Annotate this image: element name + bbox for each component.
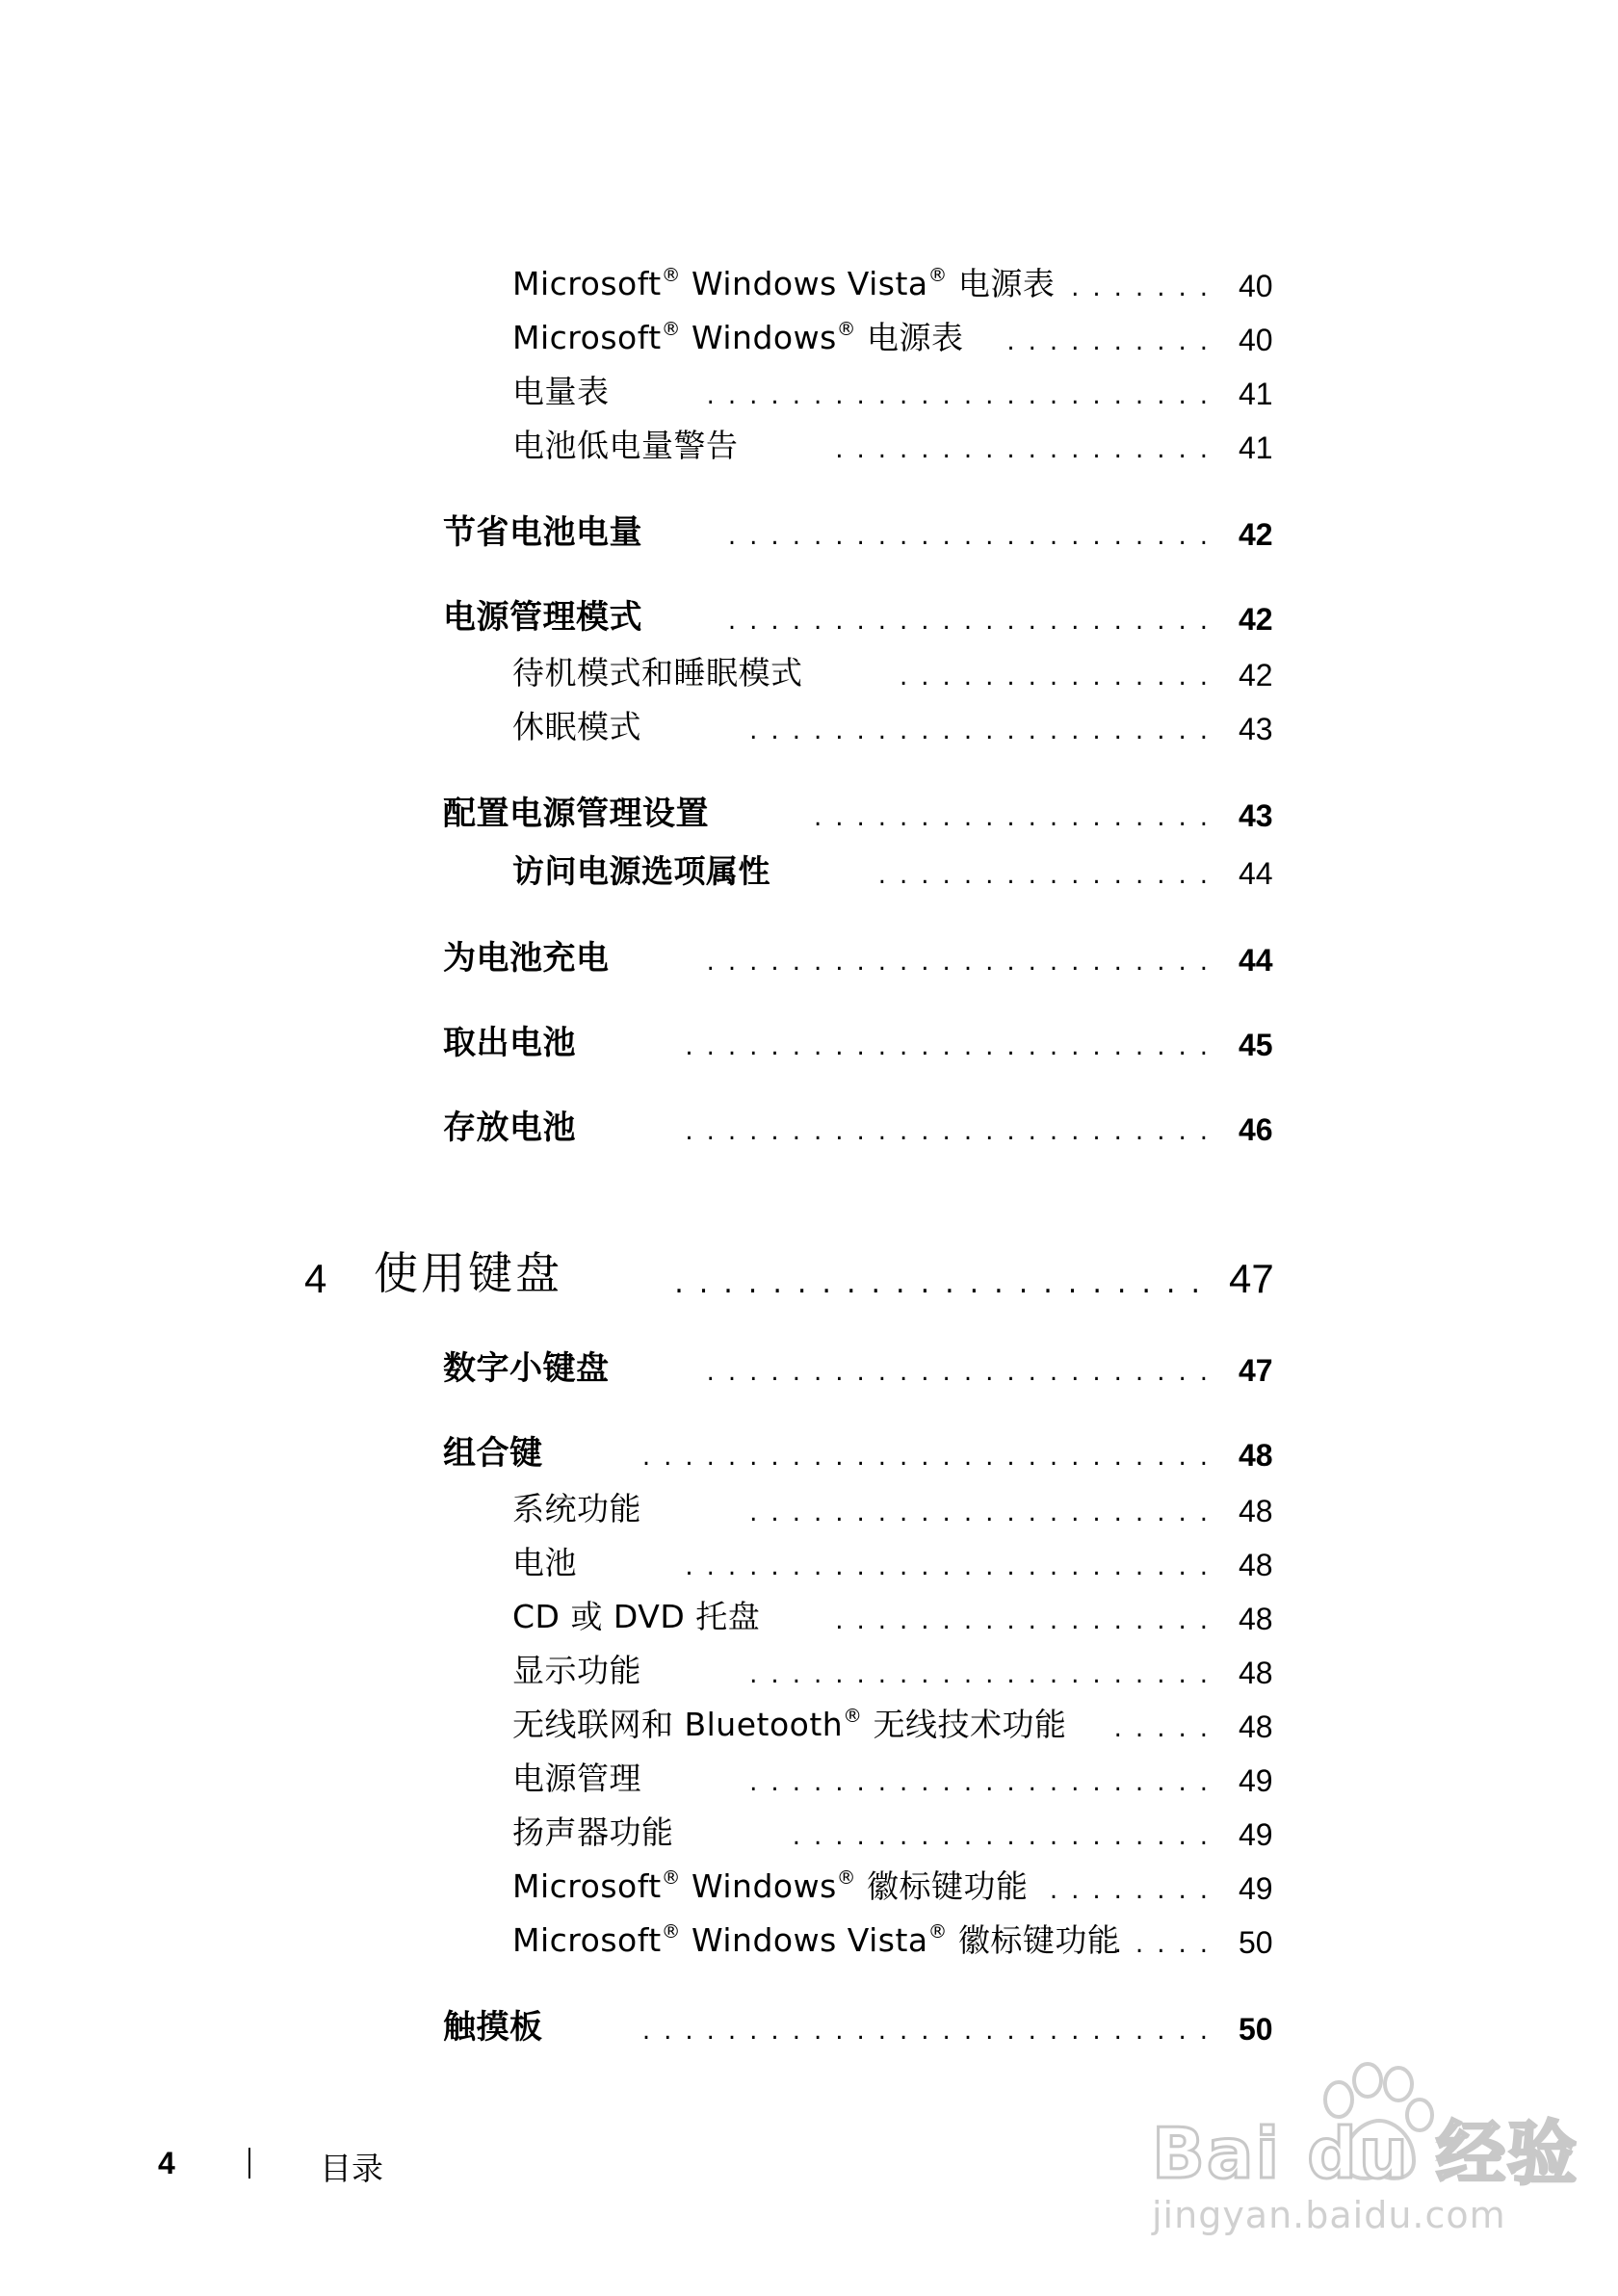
toc-entry-title: 为电池充电 xyxy=(443,939,610,978)
toc-entry[interactable] xyxy=(0,936,1273,982)
toc-entry-page: 48 xyxy=(1239,1602,1273,1636)
toc-leader-dots: ............... xyxy=(900,663,1221,691)
toc-leader-dots: .................... xyxy=(792,1822,1221,1851)
toc-entry-title: 无线联网和 Bluetooth® 无线技术功能 xyxy=(512,1705,1067,1743)
toc-leader-dots: ....................... xyxy=(727,607,1221,636)
toc-entry-title: Microsoft® Windows Vista® 电源表 xyxy=(512,264,1056,302)
toc-entry[interactable] xyxy=(0,316,1273,362)
toc-entry-title: Microsoft® Windows Vista® 徽标键功能 xyxy=(512,1920,1120,1959)
toc-entry[interactable] xyxy=(0,1106,1273,1152)
toc-entry-page: 42 xyxy=(1239,602,1273,637)
footer-section-label: 目录 xyxy=(320,2150,383,2187)
toc-entry-page: 48 xyxy=(1239,1709,1273,1744)
chapter-number: 4 xyxy=(304,1256,327,1301)
toc-leader-dots: ........ xyxy=(1049,1876,1221,1905)
footer-divider xyxy=(248,2148,250,2179)
toc-entry-title: 组合键 xyxy=(443,1434,543,1473)
toc-entry[interactable] xyxy=(0,595,1273,641)
toc-entry[interactable] xyxy=(0,1703,1273,1749)
toc-leader-dots: ...................... xyxy=(674,1266,1215,1300)
toc-leader-dots: ...................... xyxy=(749,1768,1221,1797)
toc-chapter[interactable] xyxy=(0,1247,1274,1306)
toc-entry[interactable] xyxy=(0,1487,1273,1533)
watermark-brand: Bai du 经验 xyxy=(1152,2113,1579,2194)
toc-entry-page: 40 xyxy=(1239,269,1273,303)
toc-entry[interactable] xyxy=(0,262,1273,308)
toc-entry-title: 节省电池电量 xyxy=(443,513,642,552)
toc-entry-page: 48 xyxy=(1239,1548,1273,1582)
toc-entry-page: 43 xyxy=(1239,712,1273,746)
toc-entry[interactable] xyxy=(0,1021,1273,1067)
toc-leader-dots: ........................... xyxy=(641,2017,1221,2046)
toc-entry-title: 电源管理 xyxy=(512,1760,641,1797)
toc-entry-page: 48 xyxy=(1239,1438,1273,1473)
toc-entry-page: 42 xyxy=(1239,517,1273,552)
toc-leader-dots: ........................ xyxy=(706,1358,1221,1387)
toc-leader-dots: ..... xyxy=(1113,1930,1221,1959)
toc-entry-title: 显示功能 xyxy=(512,1652,641,1689)
toc-entry-title: 扬声器功能 xyxy=(512,1813,674,1851)
chapter-page: 47 xyxy=(1229,1256,1274,1301)
toc-entry-page: 45 xyxy=(1239,1028,1273,1062)
toc-entry-title: 访问电源选项属性 xyxy=(512,852,770,890)
toc-leader-dots: .................. xyxy=(835,435,1221,464)
toc-entry-title: 配置电源管理设置 xyxy=(443,795,709,833)
toc-entry-title: 电池 xyxy=(512,1544,577,1581)
toc-entry-page: 41 xyxy=(1239,430,1273,465)
toc-entry[interactable] xyxy=(0,1431,1273,1477)
toc-entry-page: 44 xyxy=(1239,856,1273,891)
toc-entry[interactable] xyxy=(0,510,1273,557)
toc-leader-dots: ................... xyxy=(813,803,1221,832)
toc-leader-dots: ......................... xyxy=(685,1117,1221,1146)
watermark-url: jingyan.baidu.com xyxy=(1152,2194,1506,2236)
toc-entry[interactable] xyxy=(0,1811,1273,1857)
toc-entry-title: 存放电池 xyxy=(443,1109,576,1147)
toc-entry[interactable] xyxy=(0,1757,1273,1803)
toc-leader-dots: ...................... xyxy=(749,1499,1221,1527)
toc-entry[interactable] xyxy=(0,370,1273,416)
toc-entry[interactable] xyxy=(0,651,1273,697)
toc-entry-page: 42 xyxy=(1239,658,1273,692)
toc-leader-dots: .......... xyxy=(1006,327,1221,356)
toc-entry-page: 44 xyxy=(1239,943,1273,978)
toc-entry-title: 电量表 xyxy=(512,373,610,410)
chapter-title: 使用键盘 xyxy=(374,1247,562,1299)
toc-entry-page: 49 xyxy=(1239,1871,1273,1906)
toc-entry-page: 50 xyxy=(1239,1925,1273,1960)
toc-leader-dots: ....... xyxy=(1071,274,1221,302)
toc-entry-title: Microsoft® Windows® 电源表 xyxy=(512,318,964,356)
toc-entry-page: 49 xyxy=(1239,1763,1273,1798)
toc-entry-title: CD 或 DVD 托盘 xyxy=(512,1598,761,1635)
toc-leader-dots: ......................... xyxy=(685,1552,1221,1581)
toc-leader-dots: ........................ xyxy=(706,381,1221,410)
toc-entry[interactable] xyxy=(0,1595,1273,1641)
toc-entry[interactable] xyxy=(0,705,1273,751)
toc-entry-page: 50 xyxy=(1239,2012,1273,2047)
toc-entry-page: 41 xyxy=(1239,377,1273,411)
toc-leader-dots: ...................... xyxy=(749,1660,1221,1689)
toc-entry[interactable] xyxy=(0,1918,1273,1965)
toc-leader-dots: ....................... xyxy=(727,522,1221,551)
toc-entry-page: 47 xyxy=(1239,1353,1273,1388)
footer-page-number: 4 xyxy=(158,2146,175,2180)
toc-entry-title: 电源管理模式 xyxy=(443,598,642,637)
toc-entry-title: 系统功能 xyxy=(512,1490,641,1527)
toc-entry[interactable] xyxy=(0,1649,1273,1695)
toc-leader-dots: ..... xyxy=(1113,1714,1221,1743)
toc-entry-title: 待机模式和睡眠模式 xyxy=(512,654,803,691)
toc-entry-page: 48 xyxy=(1239,1494,1273,1528)
toc-entry-title: Microsoft® Windows® 徽标键功能 xyxy=(512,1866,1029,1905)
toc-entry-title: 电池低电量警告 xyxy=(512,427,739,464)
toc-entry[interactable] xyxy=(0,849,1273,896)
toc-entry-page: 49 xyxy=(1239,1817,1273,1852)
toc-entry-page: 43 xyxy=(1239,798,1273,833)
toc-entry-page: 46 xyxy=(1239,1112,1273,1147)
toc-entry[interactable] xyxy=(0,1865,1273,1911)
toc-entry-title: 取出电池 xyxy=(443,1024,576,1062)
toc-leader-dots: ...................... xyxy=(749,717,1221,745)
toc-leader-dots: ........................ xyxy=(706,948,1221,977)
toc-leader-dots: ........................... xyxy=(641,1443,1221,1472)
toc-entry[interactable] xyxy=(0,1541,1273,1587)
toc-entry[interactable] xyxy=(0,2005,1273,2051)
toc-leader-dots: ......................... xyxy=(685,1032,1221,1061)
toc-entry[interactable] xyxy=(0,792,1273,838)
baidu-watermark xyxy=(1152,2061,1579,2254)
toc-entry-title: 休眠模式 xyxy=(512,708,641,745)
toc-entry[interactable] xyxy=(0,424,1273,470)
toc-entry-title: 触摸板 xyxy=(443,2008,543,2047)
toc-leader-dots: .................. xyxy=(835,1606,1221,1635)
toc-leader-dots: ................ xyxy=(877,861,1221,890)
toc-entry-page: 48 xyxy=(1239,1656,1273,1690)
toc-entry[interactable] xyxy=(0,1346,1273,1393)
toc-entry-page: 40 xyxy=(1239,323,1273,357)
toc-entry-title: 数字小键盘 xyxy=(443,1349,610,1388)
